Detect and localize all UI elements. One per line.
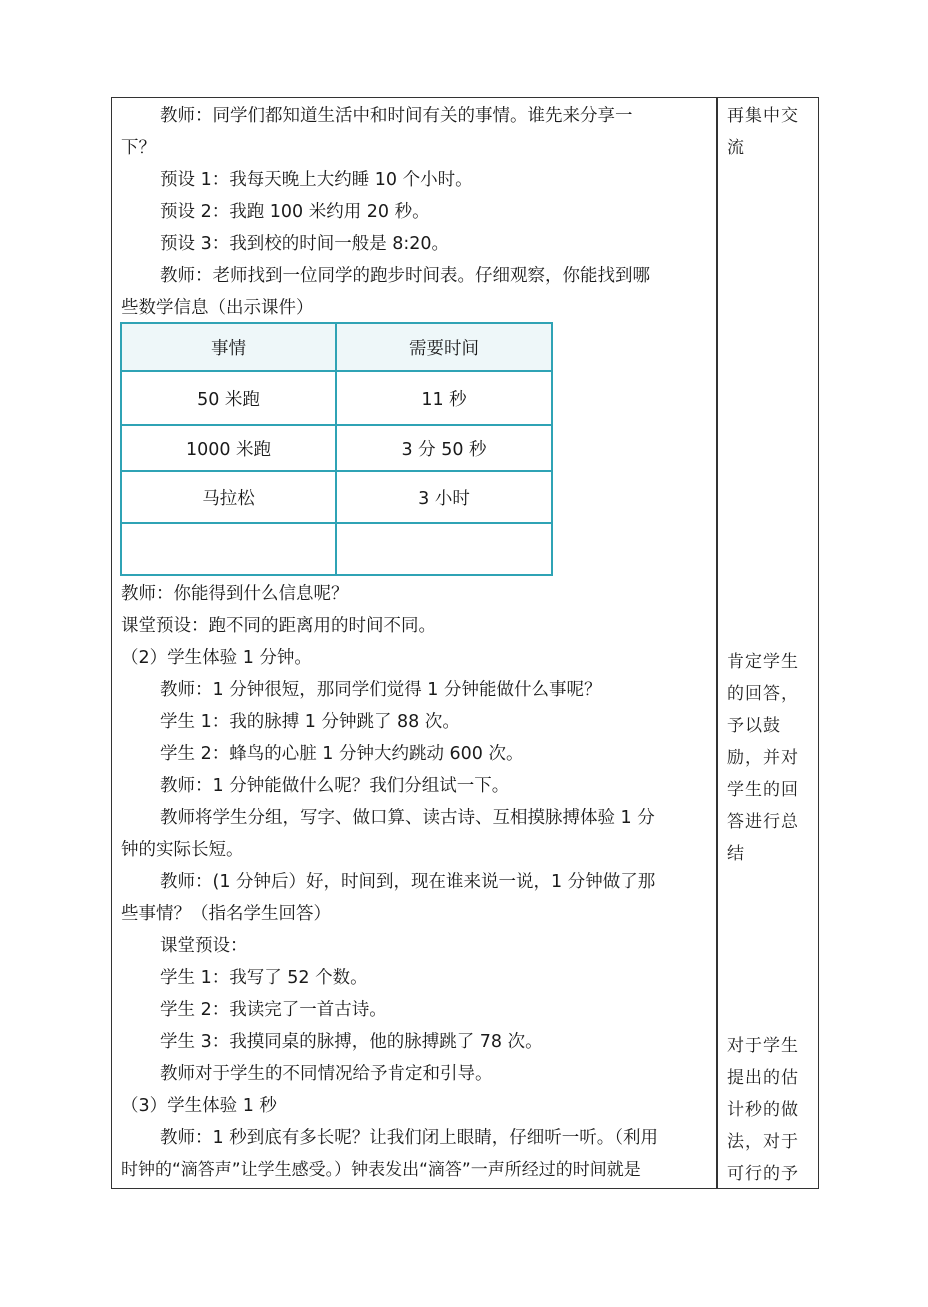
- text-line: 学生 1：我的脉搏 1 分钟跳了 88 次。: [160, 712, 460, 732]
- table-row: [121, 425, 552, 471]
- text-line: 些事情？（指名学生回答）: [121, 904, 331, 924]
- side-note: 肯定学生: [727, 652, 799, 672]
- side-note: 结: [727, 844, 745, 864]
- text-line: 教师：老师找到一位同学的跑步时间表。仔细观察，你能找到哪: [160, 266, 650, 286]
- table-header-event: 事情: [121, 323, 336, 371]
- side-note: 予以鼓: [727, 716, 781, 736]
- table-cell: [121, 523, 336, 575]
- table-cell: 50 米跑: [121, 371, 336, 425]
- table-cell: 3 小时: [336, 471, 552, 523]
- text-line: 课堂预设：跑不同的距离用的时间不同。: [121, 616, 436, 636]
- side-note: 答进行总: [727, 812, 799, 832]
- table-cell: 马拉松: [121, 471, 336, 523]
- table-cell: 1000 米跑: [121, 425, 336, 471]
- text-line: 学生 2：我读完了一首古诗。: [160, 1000, 387, 1020]
- table-cell: [336, 523, 552, 575]
- column-divider: [716, 97, 718, 1189]
- side-note: 再集中交: [727, 106, 799, 126]
- text-line: 教师对于学生的不同情况给予肯定和引导。: [160, 1064, 493, 1084]
- section-heading: （3）学生体验 1 秒: [121, 1096, 277, 1116]
- side-note: 对于学生: [727, 1036, 799, 1056]
- side-note: 励，并对: [727, 748, 799, 768]
- running-time-table: [120, 322, 553, 576]
- text-line: 教师将学生分组，写字、做口算、读古诗、互相摸脉搏体验 1 分: [160, 808, 655, 828]
- text-line: 学生 1：我写了 52 个数。: [160, 968, 368, 988]
- text-line: 教师：1 秒到底有多长呢？让我们闭上眼睛，仔细听一听。（利用: [160, 1128, 658, 1148]
- side-note: 可行的予: [727, 1164, 799, 1184]
- text-line: 预设 2：我跑 100 米约用 20 秒。: [160, 202, 430, 222]
- table-row: [121, 371, 552, 425]
- text-line: 教师：1 分钟能做什么呢？我们分组试一下。: [160, 776, 510, 796]
- section-heading: （2）学生体验 1 分钟。: [121, 648, 312, 668]
- table-header-time: 需要时间: [336, 323, 552, 371]
- text-line: 学生 2：蜂鸟的心脏 1 分钟大约跳动 600 次。: [160, 744, 524, 764]
- text-line: 教师：(1 分钟后）好，时间到，现在谁来说一说，1 分钟做了那: [160, 872, 656, 892]
- text-line: 钟的实际长短。: [121, 840, 244, 860]
- side-note: 提出的估: [727, 1068, 799, 1088]
- text-line: 学生 3：我摸同桌的脉搏，他的脉搏跳了 78 次。: [160, 1032, 543, 1052]
- side-note: 学生的回: [727, 780, 799, 800]
- table-cell: 3 分 50 秒: [336, 425, 552, 471]
- text-line: 教师：同学们都知道生活中和时间有关的事情。谁先来分享一: [160, 106, 633, 126]
- lesson-plan-table: [111, 97, 819, 1189]
- side-note: 法，对于: [727, 1132, 799, 1152]
- text-line: 预设 1：我每天晚上大约睡 10 个小时。: [160, 170, 473, 190]
- text-line: 时钟的“滴答声”让学生感受。）钟表发出“滴答”一声所经过的时间就是: [121, 1160, 641, 1180]
- table-row: [121, 471, 552, 523]
- text-line: 教师：1 分钟很短，那同学们觉得 1 分钟能做什么事呢？: [160, 680, 602, 700]
- table-cell: 11 秒: [336, 371, 552, 425]
- text-line: 下？: [121, 138, 156, 158]
- text-line: 预设 3：我到校的时间一般是 8:20。: [160, 234, 450, 254]
- text-line: 课堂预设：: [160, 936, 248, 956]
- text-line: 教师：你能得到什么信息呢？: [121, 584, 349, 604]
- text-line: 些数学信息（出示课件）: [121, 298, 314, 318]
- side-note: 计秒的做: [727, 1100, 799, 1120]
- side-note: 流: [727, 138, 745, 158]
- table-row: [121, 523, 552, 575]
- side-note: 的回答，: [727, 684, 799, 704]
